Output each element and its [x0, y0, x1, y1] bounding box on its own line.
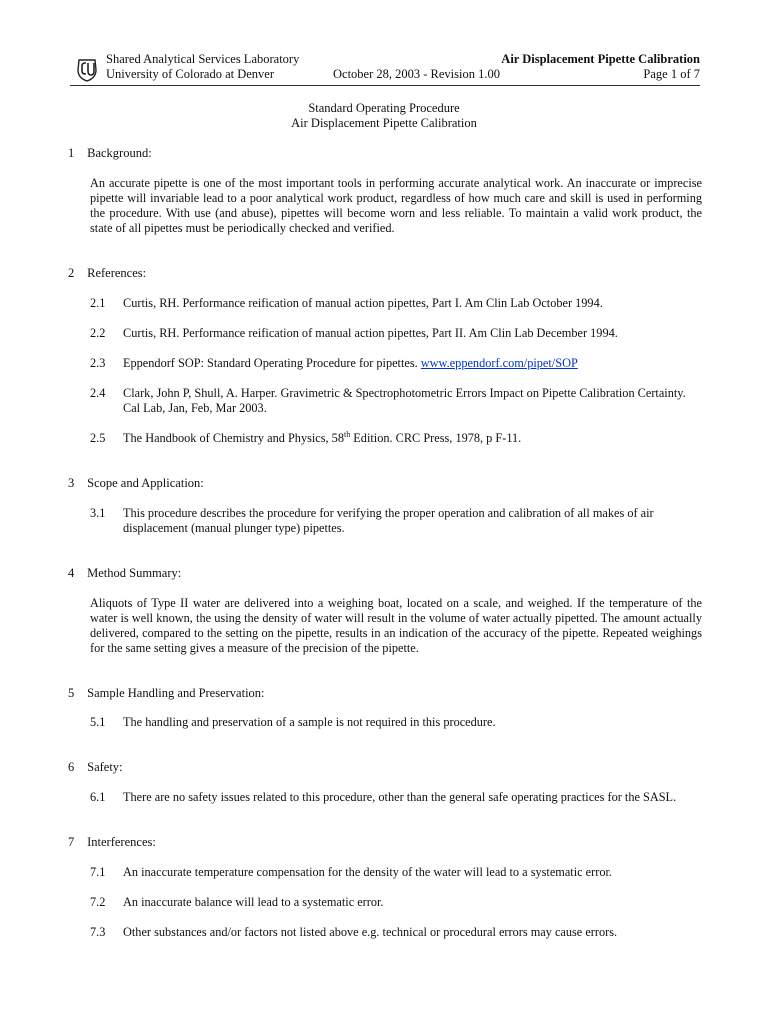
item-text: Other substances and/or factors not listed above e.g. technical or procedural errors may cause errors.	[123, 925, 618, 939]
section-number: 2	[68, 266, 75, 280]
date-revision: October 28, 2003 - Revision 1.00	[333, 67, 500, 81]
reference-item	[90, 356, 702, 371]
item-text: This procedure describes the procedure for verifying the proper operation and calibration of all makes of air displacement (manual plunger type) pipettes.	[123, 506, 654, 535]
item-text: An inaccurate balance will lead to a systematic error.	[123, 895, 384, 909]
item-text: There are no safety issues related to this procedure, other than the general safe operating practices for the SASL.	[123, 790, 677, 804]
doc-type-title: Standard Operating Procedure	[308, 101, 460, 115]
section-number: 1	[68, 146, 75, 160]
section-number: 6	[68, 760, 75, 774]
item-number: 2.5	[90, 431, 106, 445]
university-seal-icon	[76, 58, 98, 82]
lab-name: Shared Analytical Services Laboratory	[106, 52, 300, 66]
item-text-with-link	[123, 356, 702, 371]
eppendorf-sop-link[interactable]: www.eppendorf.com/pipet/SOP	[420, 356, 578, 370]
item-number: 7.3	[90, 925, 106, 939]
section-title: Method Summary:	[87, 566, 182, 580]
section-title: Safety:	[87, 760, 123, 774]
interference-item	[90, 865, 702, 880]
item-number: 2.4	[90, 386, 106, 400]
safety-item	[90, 790, 702, 805]
item-text: The handling and preservation of a sample is not required in this procedure.	[123, 715, 496, 729]
item-number: 7.1	[90, 865, 106, 879]
method-summary-paragraph: Aliquots of Type II water are delivered into a weighing boat, located on a scale, and weighed. If the temperature of the water is well known, the using the density of water will result in the volume of water actually pipetted. The amount actually delivered, compared to the setting on the pipette, results in an indication of the accuracy of the pipette. Repeated weighings for the same setting gives a measure of the precision of the pipette.	[90, 596, 702, 655]
section-number: 4	[68, 566, 75, 580]
item-number: 7.2	[90, 895, 106, 909]
section-number: 5	[68, 686, 75, 700]
reference-item	[90, 386, 702, 416]
reference-item	[90, 431, 702, 446]
section-title: Scope and Application:	[87, 476, 204, 490]
section-heading-background	[68, 146, 152, 161]
superscript: th	[343, 429, 351, 439]
item-text: Curtis, RH. Performance reification of manual action pipettes, Part II. Am Clin Lab December 1994.	[123, 326, 618, 340]
section-title: Interferences:	[87, 835, 156, 849]
interference-item	[90, 895, 702, 910]
item-number: 2.3	[90, 356, 106, 370]
interference-item	[90, 925, 702, 940]
header-doc-title: Air Displacement Pipette Calibration	[501, 52, 700, 66]
section-number: 7	[68, 835, 75, 849]
item-number: 2.1	[90, 296, 106, 310]
section-title: Sample Handling and Preservation:	[87, 686, 265, 700]
item-text-part: Edition. CRC Press, 1978, p F-11.	[350, 431, 522, 445]
item-text-part: The Handbook of Chemistry and Physics, 58	[123, 431, 344, 445]
section-heading-method-summary	[68, 566, 181, 581]
item-number: 5.1	[90, 715, 106, 729]
section-number: 3	[68, 476, 75, 490]
section-heading-references	[68, 266, 146, 281]
section-heading-scope	[68, 476, 204, 491]
item-number: 2.2	[90, 326, 106, 340]
section-heading-interferences	[68, 835, 156, 850]
item-text: Clark, John P, Shull, A. Harper. Gravimetric & Spectrophotometric Errors Impact on Pipette Calibration Certainty. Cal Lab, Jan, Feb, Mar 2003.	[123, 386, 686, 415]
doc-subject-title: Air Displacement Pipette Calibration	[291, 116, 477, 130]
university-name: University of Colorado at Denver	[106, 67, 275, 81]
item-text: An inaccurate temperature compensation for the density of the water will lead to a systematic error.	[123, 865, 612, 879]
section-heading-sample-handling	[68, 686, 265, 701]
item-text: Eppendorf SOP: Standard Operating Procedure for pipettes.	[123, 356, 421, 370]
scope-item	[90, 506, 702, 536]
section-heading-safety	[68, 760, 123, 775]
item-number: 3.1	[90, 506, 106, 520]
header-rule	[70, 85, 700, 86]
item-text: Curtis, RH. Performance reification of manual action pipettes, Part I. Am Clin Lab October 1994.	[123, 296, 603, 310]
section-title: References:	[87, 266, 147, 280]
page-number: Page 1 of 7	[643, 67, 700, 81]
background-paragraph: An accurate pipette is one of the most important tools in performing accurate analytical work. An inaccurate or imprecise pipette will invariable lead to a poor analytical work product, regardless of how much care and skill is used in performing the procedure. With use (and abuse), pipettes will become worn and less reliable. To maintain a valid work product, the state of all pipettes must be periodically checked and verified.	[90, 176, 702, 235]
reference-item	[90, 296, 702, 311]
item-text	[123, 431, 702, 446]
reference-item	[90, 326, 702, 341]
sample-handling-item	[90, 715, 702, 730]
item-number: 6.1	[90, 790, 106, 804]
section-title: Background:	[87, 146, 152, 160]
